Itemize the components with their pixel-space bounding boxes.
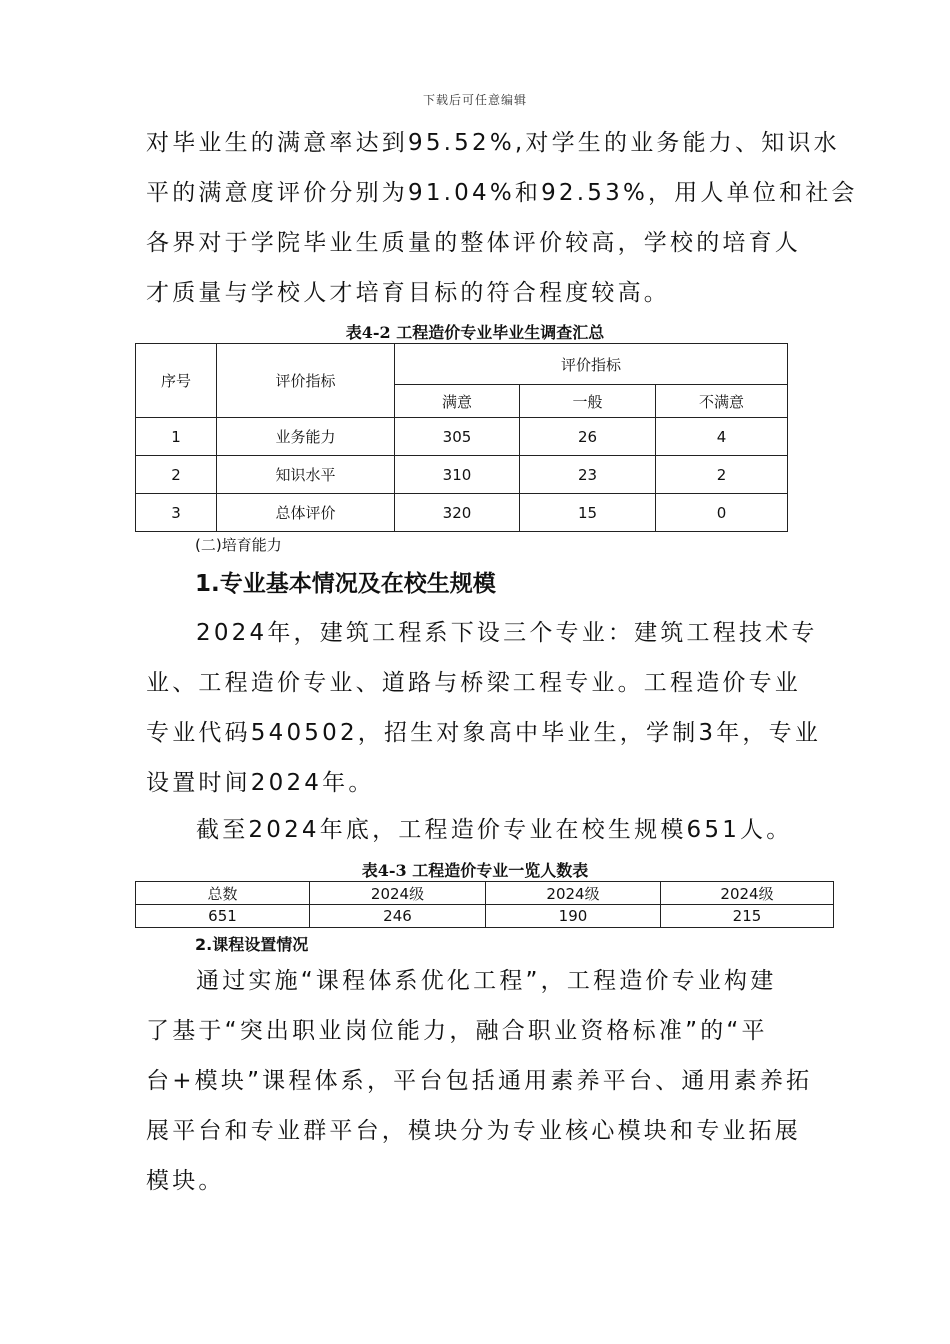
table-header-cell: 总数 — [136, 882, 310, 905]
table-cell: 23 — [520, 456, 656, 494]
table-cell: 305 — [395, 418, 520, 456]
table-cell: 知识水平 — [217, 456, 395, 494]
table-row — [136, 456, 788, 494]
paragraph-curriculum — [146, 956, 813, 1206]
table-cell: 190 — [486, 905, 661, 928]
text-line: 2024年，建筑工程系下设三个专业：建筑工程技术专 — [196, 620, 818, 646]
table-caption: 表4-3 工程造价专业一览人数表 — [361, 861, 589, 880]
table-header-cell: 不满意 — [656, 385, 788, 418]
text-line: 了基于“突出职业岗位能力，融合职业资格标准”的“平 — [146, 1018, 768, 1044]
table-row — [136, 494, 788, 532]
table-cell: 2 — [136, 456, 217, 494]
table-header-cell: 2024级 — [486, 882, 661, 905]
paragraph-enrollment — [146, 805, 810, 855]
table-header-cell: 2024级 — [310, 882, 486, 905]
text-line: 各界对于学院毕业生质量的整体评价较高，学校的培育人 — [146, 230, 801, 256]
text-line: 专业代码540502，招生对象高中毕业生，学制3年，专业 — [146, 720, 822, 746]
table-cell: 320 — [395, 494, 520, 532]
table-cell: 26 — [520, 418, 656, 456]
table-cell: 1 — [136, 418, 217, 456]
text-line: 对毕业生的满意率达到95.52%,对学生的业务能力、知识水 — [146, 130, 840, 156]
text-line: 模块。 — [146, 1168, 225, 1194]
enrollment-table — [135, 881, 834, 928]
paragraph-satisfaction — [146, 118, 858, 318]
table-cell: 215 — [661, 905, 834, 928]
table-header-cell: 一般 — [520, 385, 656, 418]
table-cell: 15 — [520, 494, 656, 532]
text-line: 才质量与学校人才培育目标的符合程度较高。 — [146, 280, 670, 306]
table-header-cell: 满意 — [395, 385, 520, 418]
table-cell: 0 — [656, 494, 788, 532]
section-heading: 1.专业基本情况及在校生规模 — [195, 571, 496, 597]
table-caption: 表4-2 工程造价专业毕业生调查汇总 — [345, 323, 605, 342]
table-row — [136, 418, 788, 456]
graduate-survey-table — [135, 343, 788, 532]
table-header-cell: 评价指标 — [395, 344, 788, 385]
table-cell: 业务能力 — [217, 418, 395, 456]
table-cell: 2 — [656, 456, 788, 494]
page-header-note: 下载后可任意编辑 — [422, 93, 527, 107]
section-heading: 2.课程设置情况 — [195, 935, 309, 954]
table-cell: 246 — [310, 905, 486, 928]
table-cell: 4 — [656, 418, 788, 456]
section-subtitle: (二)培育能力 — [195, 536, 282, 554]
text-line: 台+模块”课程体系，平台包括通用素养平台、通用素养拓 — [146, 1068, 813, 1094]
text-line: 截至2024年底，工程造价专业在校生规模651人。 — [196, 817, 793, 843]
text-line: 业、工程造价专业、道路与桥梁工程专业。工程造价专业 — [146, 670, 801, 696]
text-line: 通过实施“课程体系优化工程”，工程造价专业构建 — [196, 968, 777, 994]
paragraph-program-info — [146, 608, 822, 808]
text-line: 展平台和专业群平台，模块分为专业核心模块和专业拓展 — [146, 1118, 801, 1144]
table-cell: 3 — [136, 494, 217, 532]
table-cell: 总体评价 — [217, 494, 395, 532]
table-cell: 310 — [395, 456, 520, 494]
table-row — [136, 905, 834, 928]
table-header-cell: 2024级 — [661, 882, 834, 905]
table-header-cell: 序号 — [136, 344, 217, 418]
table-cell: 651 — [136, 905, 310, 928]
text-line: 平的满意度评价分别为91.04%和92.53%，用人单位和社会 — [146, 180, 858, 206]
text-line: 设置时间2024年。 — [146, 770, 375, 796]
table-header-cell: 评价指标 — [217, 344, 395, 418]
